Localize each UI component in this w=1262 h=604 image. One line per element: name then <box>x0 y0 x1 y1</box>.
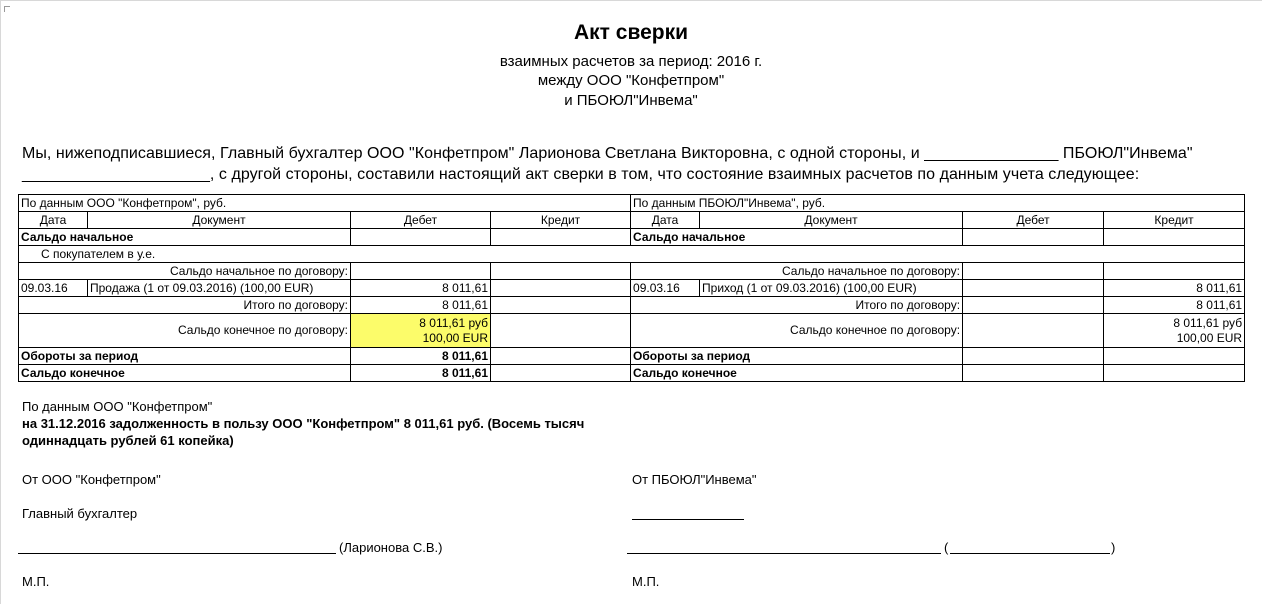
doc-debit-left: 8 011,61 <box>351 280 491 297</box>
contract-closing-label-right: Сальдо конечное по договору: <box>631 314 963 348</box>
contract-closing-rub-left: 8 011,61 руб <box>419 315 488 330</box>
intro-line-2: _____________________, с другой стороны, составили настоящий акт сверки в том, что состояние взаимных расчетов по данным учета следующее: <box>22 166 1140 183</box>
doc-debit-right <box>963 280 1104 297</box>
doc-name-left: Продажа (1 от 09.03.2016) (100,00 EUR) <box>88 280 351 297</box>
table-row <box>19 263 1245 280</box>
left-signatory-name: (Ларионова С.В.) <box>339 540 443 555</box>
left-signature-line <box>18 553 336 554</box>
turnover-credit-right <box>1104 348 1245 365</box>
closing-credit-left <box>491 365 631 382</box>
left-signatory-position: Главный бухгалтер <box>22 506 138 521</box>
turnover-debit-left: 8 011,61 <box>351 348 491 365</box>
opening-credit-right <box>1104 229 1245 246</box>
left-party-header: По данным ООО "Конфетпром", руб. <box>19 195 631 212</box>
contract-closing-eur-right: 100,00 EUR <box>1176 330 1243 345</box>
subtitle-party2: и ПБОЮЛ"Инвема" <box>564 92 698 109</box>
table-header-row <box>19 195 1245 212</box>
col-date-left: Дата <box>19 212 88 229</box>
closing-debit-right <box>963 365 1104 382</box>
intro-line-1: Мы, нижеподписавшиеся, Главный бухгалтер ООО "Конфетпром" Ларионова Светлана Викторовна, с одной стороны, и _______________ ПБОЮЛ"Инвема" <box>22 145 1193 162</box>
table-row <box>19 280 1245 297</box>
subtitle-party1: между ООО "Конфетпром" <box>537 72 725 89</box>
right-party-header: По данным ПБОЮЛ"Инвема", руб. <box>631 195 1245 212</box>
right-position-line <box>632 519 744 520</box>
right-name-close-paren: ) <box>1111 540 1116 555</box>
contract-opening-credit-right <box>1104 263 1245 280</box>
contract-opening-credit-left <box>491 263 631 280</box>
contract-closing-label-left: Сальдо конечное по договору: <box>19 314 351 348</box>
table-row <box>19 229 1245 246</box>
col-debit-left: Дебет <box>351 212 491 229</box>
contract-total-label-right: Итого по договору: <box>631 297 963 314</box>
closing-credit-right <box>1104 365 1245 382</box>
opening-balance-left: Сальдо начальное <box>19 229 351 246</box>
doc-credit-right: 8 011,61 <box>1104 280 1245 297</box>
table-row <box>19 314 1245 348</box>
turnover-label-left: Обороты за период <box>19 348 351 365</box>
conclusion-line-1: на 31.12.2016 задолженность в пользу ООО "Конфетпром" 8 011,61 руб. (Восемь тысяч <box>22 416 585 431</box>
column-header-row <box>19 212 1245 229</box>
closing-label-left: Сальдо конечное <box>19 365 351 382</box>
table-row <box>19 246 1245 263</box>
closing-label-right: Сальдо конечное <box>631 365 963 382</box>
page-corner-mark <box>4 6 10 12</box>
doc-credit-left <box>491 280 631 297</box>
opening-debit-left <box>351 229 491 246</box>
doc-date-right: 09.03.16 <box>631 280 700 297</box>
doc-name-right: Приход (1 от 09.03.2016) (100,00 EUR) <box>700 280 963 297</box>
contract-closing-eur-left: 100,00 EUR <box>422 330 488 345</box>
contract-opening-debit-right <box>963 263 1104 280</box>
contract-closing-debit-right <box>963 314 1104 348</box>
opening-balance-right: Сальдо начальное <box>631 229 963 246</box>
contract-closing-right <box>1104 314 1245 348</box>
opening-debit-right <box>963 229 1104 246</box>
contract-total-label-left: Итого по договору: <box>19 297 351 314</box>
closing-debit-left: 8 011,61 <box>351 365 491 382</box>
right-signatory-org: От ПБОЮЛ"Инвема" <box>632 472 757 487</box>
table-row <box>19 365 1245 382</box>
contract-closing-rub-right: 8 011,61 руб <box>1173 315 1243 330</box>
document-title: Акт сверки <box>573 21 689 44</box>
reconciliation-table <box>18 194 1245 382</box>
col-debit-right: Дебет <box>963 212 1104 229</box>
left-signatory-org: От ООО "Конфетпром" <box>22 472 161 487</box>
turnover-label-right: Обороты за период <box>631 348 963 365</box>
col-date-right: Дата <box>631 212 700 229</box>
subtitle-period: взаимных расчетов за период: 2016 г. <box>499 53 763 70</box>
contract-opening-right: Сальдо начальное по договору: <box>631 263 963 280</box>
doc-date-left: 09.03.16 <box>19 280 88 297</box>
right-name-line <box>950 553 1110 554</box>
conclusion-line-2: одиннадцать рублей 61 копейка) <box>22 433 234 448</box>
opening-credit-left <box>491 229 631 246</box>
right-name-open-paren: ( <box>944 540 949 555</box>
contract-closing-left <box>351 314 491 348</box>
turnover-debit-right <box>963 348 1104 365</box>
col-document-left: Документ <box>88 212 351 229</box>
contract-total-left: 8 011,61 <box>351 297 491 314</box>
right-stamp-label: М.П. <box>632 574 660 589</box>
turnover-credit-left <box>491 348 631 365</box>
col-document-right: Документ <box>700 212 963 229</box>
contract-closing-credit-left <box>491 314 631 348</box>
contract-group-label: С покупателем в у.е. <box>19 246 1245 263</box>
table-row <box>19 297 1245 314</box>
col-credit-left: Кредит <box>491 212 631 229</box>
left-stamp-label: М.П. <box>22 574 50 589</box>
contract-opening-debit-left <box>351 263 491 280</box>
contract-total-right: 8 011,61 <box>1104 297 1245 314</box>
contract-total-debit-right <box>963 297 1104 314</box>
contract-total-credit-left <box>491 297 631 314</box>
right-signature-line <box>627 553 941 554</box>
conclusion-source: По данным ООО "Конфетпром" <box>22 399 213 414</box>
col-credit-right: Кредит <box>1104 212 1245 229</box>
contract-opening-left: Сальдо начальное по договору: <box>19 263 351 280</box>
table-row <box>19 348 1245 365</box>
